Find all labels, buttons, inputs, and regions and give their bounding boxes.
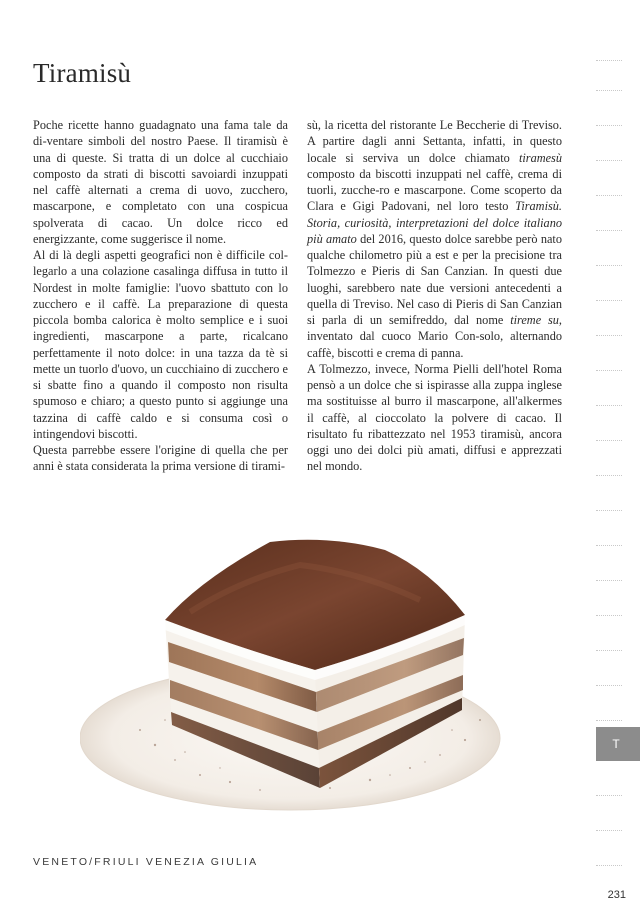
text-run: , inventato dal cuoco Mario Con-solo, alternando caffè, biscotti e crema di panna.: [307, 313, 562, 360]
text-run: del 2016, questo dolce sarebbe però nato qualche chilometro più a est e per la precisione tra Tolmezzo e Pieris di San Canzian. In questi due luoghi, sarebbero nate due versioni antecedenti a quella di Treviso. Nel caso di Pieris di San Canzian si parla di un semifreddo, dal nome: [307, 231, 562, 327]
text-run: composto da biscotti inzuppati nel caffè, crema di tuorli, zucche-ro e mascarpone. Come scoperto da Clara e Gigi Padovani, nel loro testo: [307, 166, 562, 214]
index-divider: [596, 90, 622, 91]
index-divider: [596, 685, 622, 686]
index-divider: [596, 405, 622, 406]
index-divider: [596, 865, 622, 866]
index-divider: [596, 370, 622, 371]
region-footer: VENETO/FRIULI VENEZIA GIULIA: [33, 856, 259, 868]
paragraph: A Tolmezzo, invece, Norma Pielli dell'hotel Roma pensò a un dolce che si ispirasse alla zuppa inglese ma sostituisse al burro il mascarpone, all'alkermes il caffè, al cioccolato la polvere di cacao. Il risultato fu ribattezzato nel 1953 tiramisù, ancora oggi uno dei dolci più amati, diffusi e apprezzati nel mondo.: [307, 361, 562, 474]
index-divider: [596, 265, 622, 266]
index-divider: [596, 650, 622, 651]
page-title: Tiramisù: [33, 58, 132, 88]
index-divider: [596, 510, 622, 511]
page-number: 231: [607, 889, 626, 901]
text-run: sù, la ricetta del ristorante Le Beccherie di Treviso. A partire dagli anni Settanta, infatti, in questo locale si serviva un dolce chiamato: [307, 118, 562, 165]
index-divider: [596, 125, 622, 126]
index-divider: [596, 615, 622, 616]
paragraph: Al di là degli aspetti geografici non è difficile col-legarlo a una colazione casalinga diffusa in tutto il Nordest in molte famiglie: l'uovo sbattuto con lo zucchero e il caffè. La preparazione di questa piccola bomba calorica è molto semplice e i suoi ingredienti, mascarpone a parte, ricalcano perfettamente il noto dolce: in una tazza da tè si mette un tuorlo d'uovo, un cucchiaino di zucchero e si sbatte fino a quando il composto non risulta spumoso e chiaro; a questo punto si aggiunge una tazzina di caffè caldo e si consuma così o intingendovi biscotti.: [33, 248, 288, 441]
index-divider: [596, 830, 622, 831]
paragraph: [307, 117, 562, 361]
index-divider: [596, 300, 622, 301]
index-divider: [596, 795, 622, 796]
dish-name-italic: tiramesù: [518, 150, 562, 165]
book-title-italic: Tiramisù. Storia, curiosità, interpretazioni del dolce italiano più amato: [307, 199, 562, 246]
text-column-left: [33, 117, 288, 475]
index-tab-t[interactable]: T: [596, 727, 640, 761]
tiramisu-illustration-icon: [80, 520, 510, 820]
index-divider: [596, 160, 622, 161]
index-divider: [596, 230, 622, 231]
index-divider: [596, 60, 622, 61]
index-divider: [596, 720, 622, 721]
alphabet-index-rail: [596, 0, 626, 900]
index-divider: [596, 335, 622, 336]
index-divider: [596, 545, 622, 546]
index-divider: [596, 195, 622, 196]
dessert-name-italic: tireme su: [510, 313, 559, 327]
paragraph: Poche ricette hanno guadagnato una fama tale da di-ventare simboli del nostro Paese. Il tiramisù è una di queste. Si tratta di un dolce al cucchiaio composto da strati di biscotti savoiardi inzuppati nel caffè alternati a crema di uovo, zucchero, mascarpone, e completato con una cospicua spolverata di cacao. Un dolce ricco ed energizzante, come suggerisce il nome.: [33, 118, 288, 246]
index-divider: [596, 475, 622, 476]
text-column-right: [307, 117, 562, 475]
index-divider: [596, 440, 622, 441]
paragraph: Questa parrebbe essere l'origine di quella che per anni è stata considerata la prima versione di tirami-: [33, 443, 288, 474]
index-divider: [596, 580, 622, 581]
